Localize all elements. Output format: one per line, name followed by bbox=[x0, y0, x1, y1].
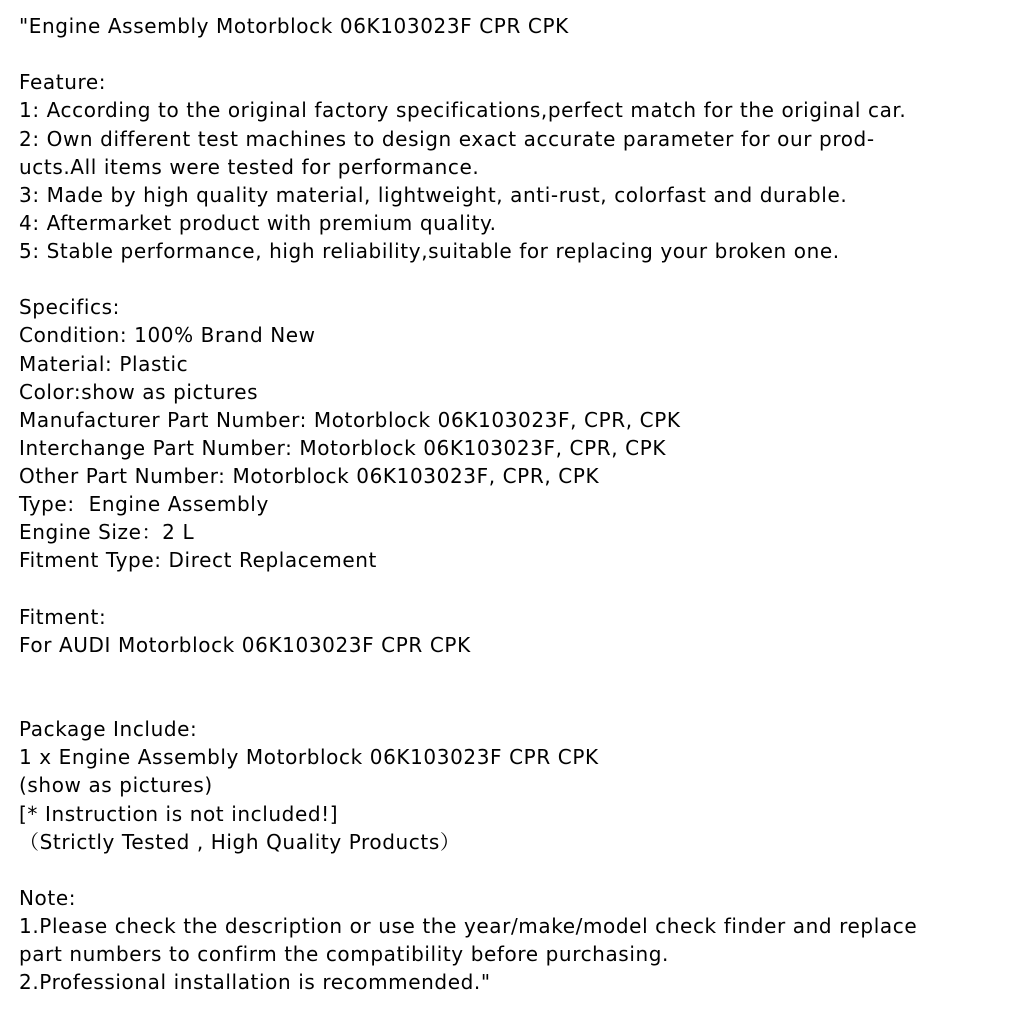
spec-item: Other Part Number: Motorblock 06K103023F, CPR, CPK bbox=[19, 464, 600, 488]
spec-item: Condition: 100% Brand New bbox=[19, 323, 316, 348]
feature-item: 3: Made by high quality material, lightweight, anti-rust, colorfast and durable. bbox=[19, 182, 848, 207]
package-item: 1 x Engine Assembly Motorblock 06K103023F CPR CPK bbox=[19, 745, 599, 770]
note-item: 2.Professional installation is recommended." bbox=[19, 970, 491, 995]
feature-item: 5: Stable performance, high reliability,suitable for replacing your broken one. bbox=[19, 239, 840, 263]
note-item: part numbers to confirm the compatibility before purchasing. bbox=[19, 942, 670, 967]
spec-item: Material: Plastic bbox=[19, 351, 189, 376]
feature-item: 4: Aftermarket product with premium quality. bbox=[19, 210, 497, 235]
package-heading: Package Include: bbox=[19, 717, 198, 742]
product-description bbox=[19, 12, 1019, 996]
spec-item: Fitment Type: Direct Replacement bbox=[19, 548, 377, 573]
spacer bbox=[19, 659, 1019, 687]
title: "Engine Assembly Motorblock 06K103023F CPR CPK bbox=[19, 14, 569, 38]
spacer bbox=[19, 40, 1019, 68]
spec-item: Type: Engine Assembly bbox=[19, 492, 269, 517]
feature-item: ucts.All items were tested for performance. bbox=[19, 154, 480, 179]
spec-item: Interchange Part Number: Motorblock 06K103023F, CPR, CPK bbox=[19, 435, 667, 460]
package-item: （Strictly Tested , High Quality Products） bbox=[19, 829, 461, 854]
specifics-heading: Specifics: bbox=[19, 295, 120, 320]
spacer bbox=[19, 856, 1019, 884]
package-item: [* Instruction is not included!] bbox=[19, 801, 339, 826]
spacer bbox=[19, 575, 1019, 603]
fitment-item: For AUDI Motorblock 06K103023F CPR CPK bbox=[19, 632, 471, 657]
spacer bbox=[19, 687, 1019, 715]
feature-item: 2: Own different test machines to design exact accurate parameter for our prod- bbox=[19, 126, 875, 151]
feature-item: 1: According to the original factory specifications,perfect match for the original car. bbox=[19, 98, 907, 123]
spec-item: Engine Size：2 L bbox=[19, 520, 195, 545]
spec-item: Color:show as pictures bbox=[19, 379, 259, 404]
feature-heading: Feature: bbox=[19, 70, 107, 95]
note-heading: Note: bbox=[19, 885, 77, 910]
fitment-heading: Fitment: bbox=[19, 604, 107, 629]
spacer bbox=[19, 265, 1019, 293]
spec-item: Manufacturer Part Number: Motorblock 06K103023F, CPR, CPK bbox=[19, 407, 681, 432]
note-item: 1.Please check the description or use the year/make/model check finder and replace bbox=[19, 914, 918, 938]
package-item: (show as pictures) bbox=[19, 773, 213, 798]
